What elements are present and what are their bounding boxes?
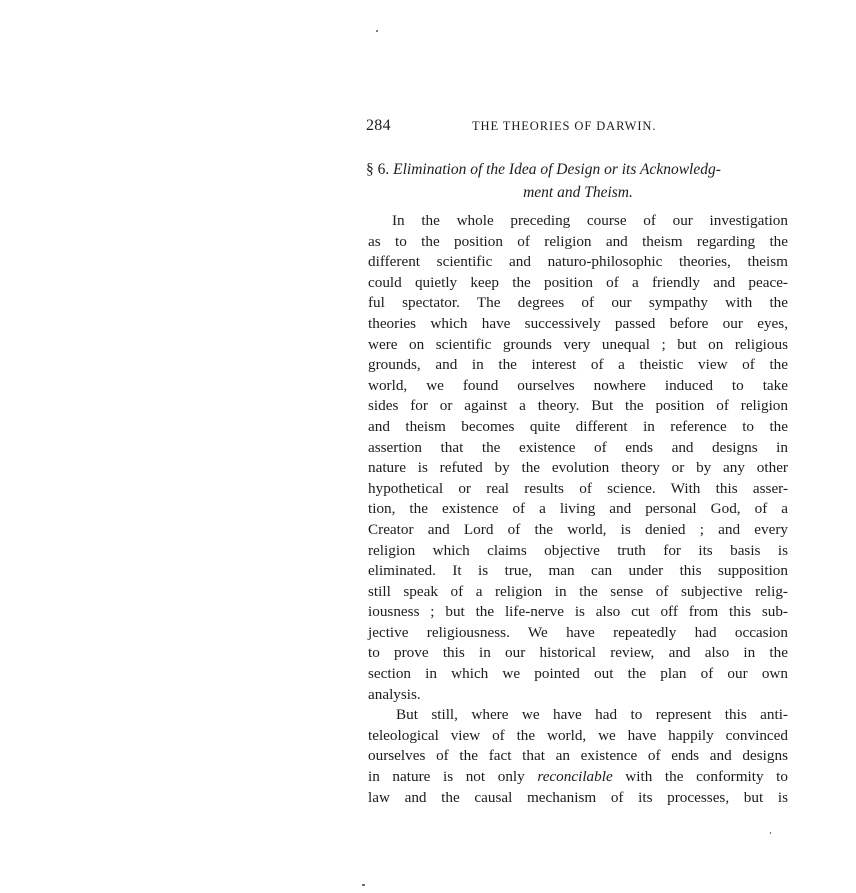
text-line: hypothetical or real results of science. With this asser- <box>368 479 788 497</box>
text-fragment: with the conformity to <box>612 768 788 786</box>
text-line: eliminated. It is true, man can under this supposition <box>368 562 788 580</box>
text-line-with-emphasis <box>368 767 788 788</box>
text-line: religion which claims objective truth for its basis is <box>368 541 788 559</box>
text-line: iousness ; but the life-nerve is also cut off from this sub- <box>368 603 788 621</box>
text-line: different scientific and naturo-philosophic theories, theism <box>368 253 788 271</box>
text-line: and theism becomes quite different in reference to the <box>368 417 788 435</box>
text-line: to prove this in our historical review, and also in the <box>368 644 788 662</box>
text-line: law and the causal mechanism of its processes, but is <box>368 788 788 806</box>
section-heading <box>366 158 790 204</box>
section-heading-line-1 <box>366 158 790 181</box>
paragraph-1 <box>368 211 788 705</box>
scan-speck <box>362 884 365 886</box>
text-line: still speak of a religion in the sense of subjective relig- <box>368 582 788 600</box>
text-line: were on scientific grounds very unequal ; but on religious <box>368 335 788 353</box>
body-text <box>368 211 788 808</box>
text-line: sides for or against a theory. But the position of religion <box>368 397 788 415</box>
text-line: grounds, and in the interest of a theistic view of the <box>368 356 788 374</box>
text-line: But still, where we have had to represent this anti- <box>396 706 788 724</box>
text-line: ourselves of the fact that an existence of ends and designs <box>368 747 788 765</box>
text-line: tion, the existence of a living and personal God, of a <box>368 500 788 518</box>
text-line: analysis. <box>368 685 421 703</box>
emphasized-word: reconcilable <box>537 768 613 786</box>
text-line: In the whole preceding course of our investigation <box>392 212 788 229</box>
text-line: could quietly keep the position of a friendly and peace- <box>368 273 788 291</box>
text-line: jective religiousness. We have repeatedly had occasion <box>368 623 788 641</box>
text-line: teleological view of the world, we have happily convinced <box>368 726 788 744</box>
page-header <box>366 117 790 137</box>
scan-speck <box>376 30 378 32</box>
text-fragment: in nature is not only <box>368 768 538 786</box>
text-line: ful spectator. The degrees of our sympathy with the <box>368 294 788 312</box>
section-number: § 6. <box>366 161 390 178</box>
section-title-part-1: Elimination of the Idea of Design or its Acknowledg- <box>393 161 721 178</box>
paragraph-2 <box>368 705 788 808</box>
scan-speck <box>770 832 771 834</box>
text-line: section in which we pointed out the plan of our own <box>368 665 788 683</box>
text-line: nature is refuted by the evolution theory or by any other <box>368 459 788 477</box>
page-number: 284 <box>366 117 391 134</box>
section-title-part-2: ment and Theism. <box>523 184 633 201</box>
text-line: world, we found ourselves nowhere induced to take <box>368 376 788 394</box>
text-line: theories which have successively passed before our eyes, <box>368 314 788 332</box>
text-line: assertion that the existence of ends and designs in <box>368 438 788 456</box>
text-line: as to the position of religion and theism regarding the <box>368 232 788 250</box>
text-line: Creator and Lord of the world, is denied ; and every <box>368 520 788 538</box>
running-head: THE THEORIES OF DARWIN. <box>472 119 657 133</box>
